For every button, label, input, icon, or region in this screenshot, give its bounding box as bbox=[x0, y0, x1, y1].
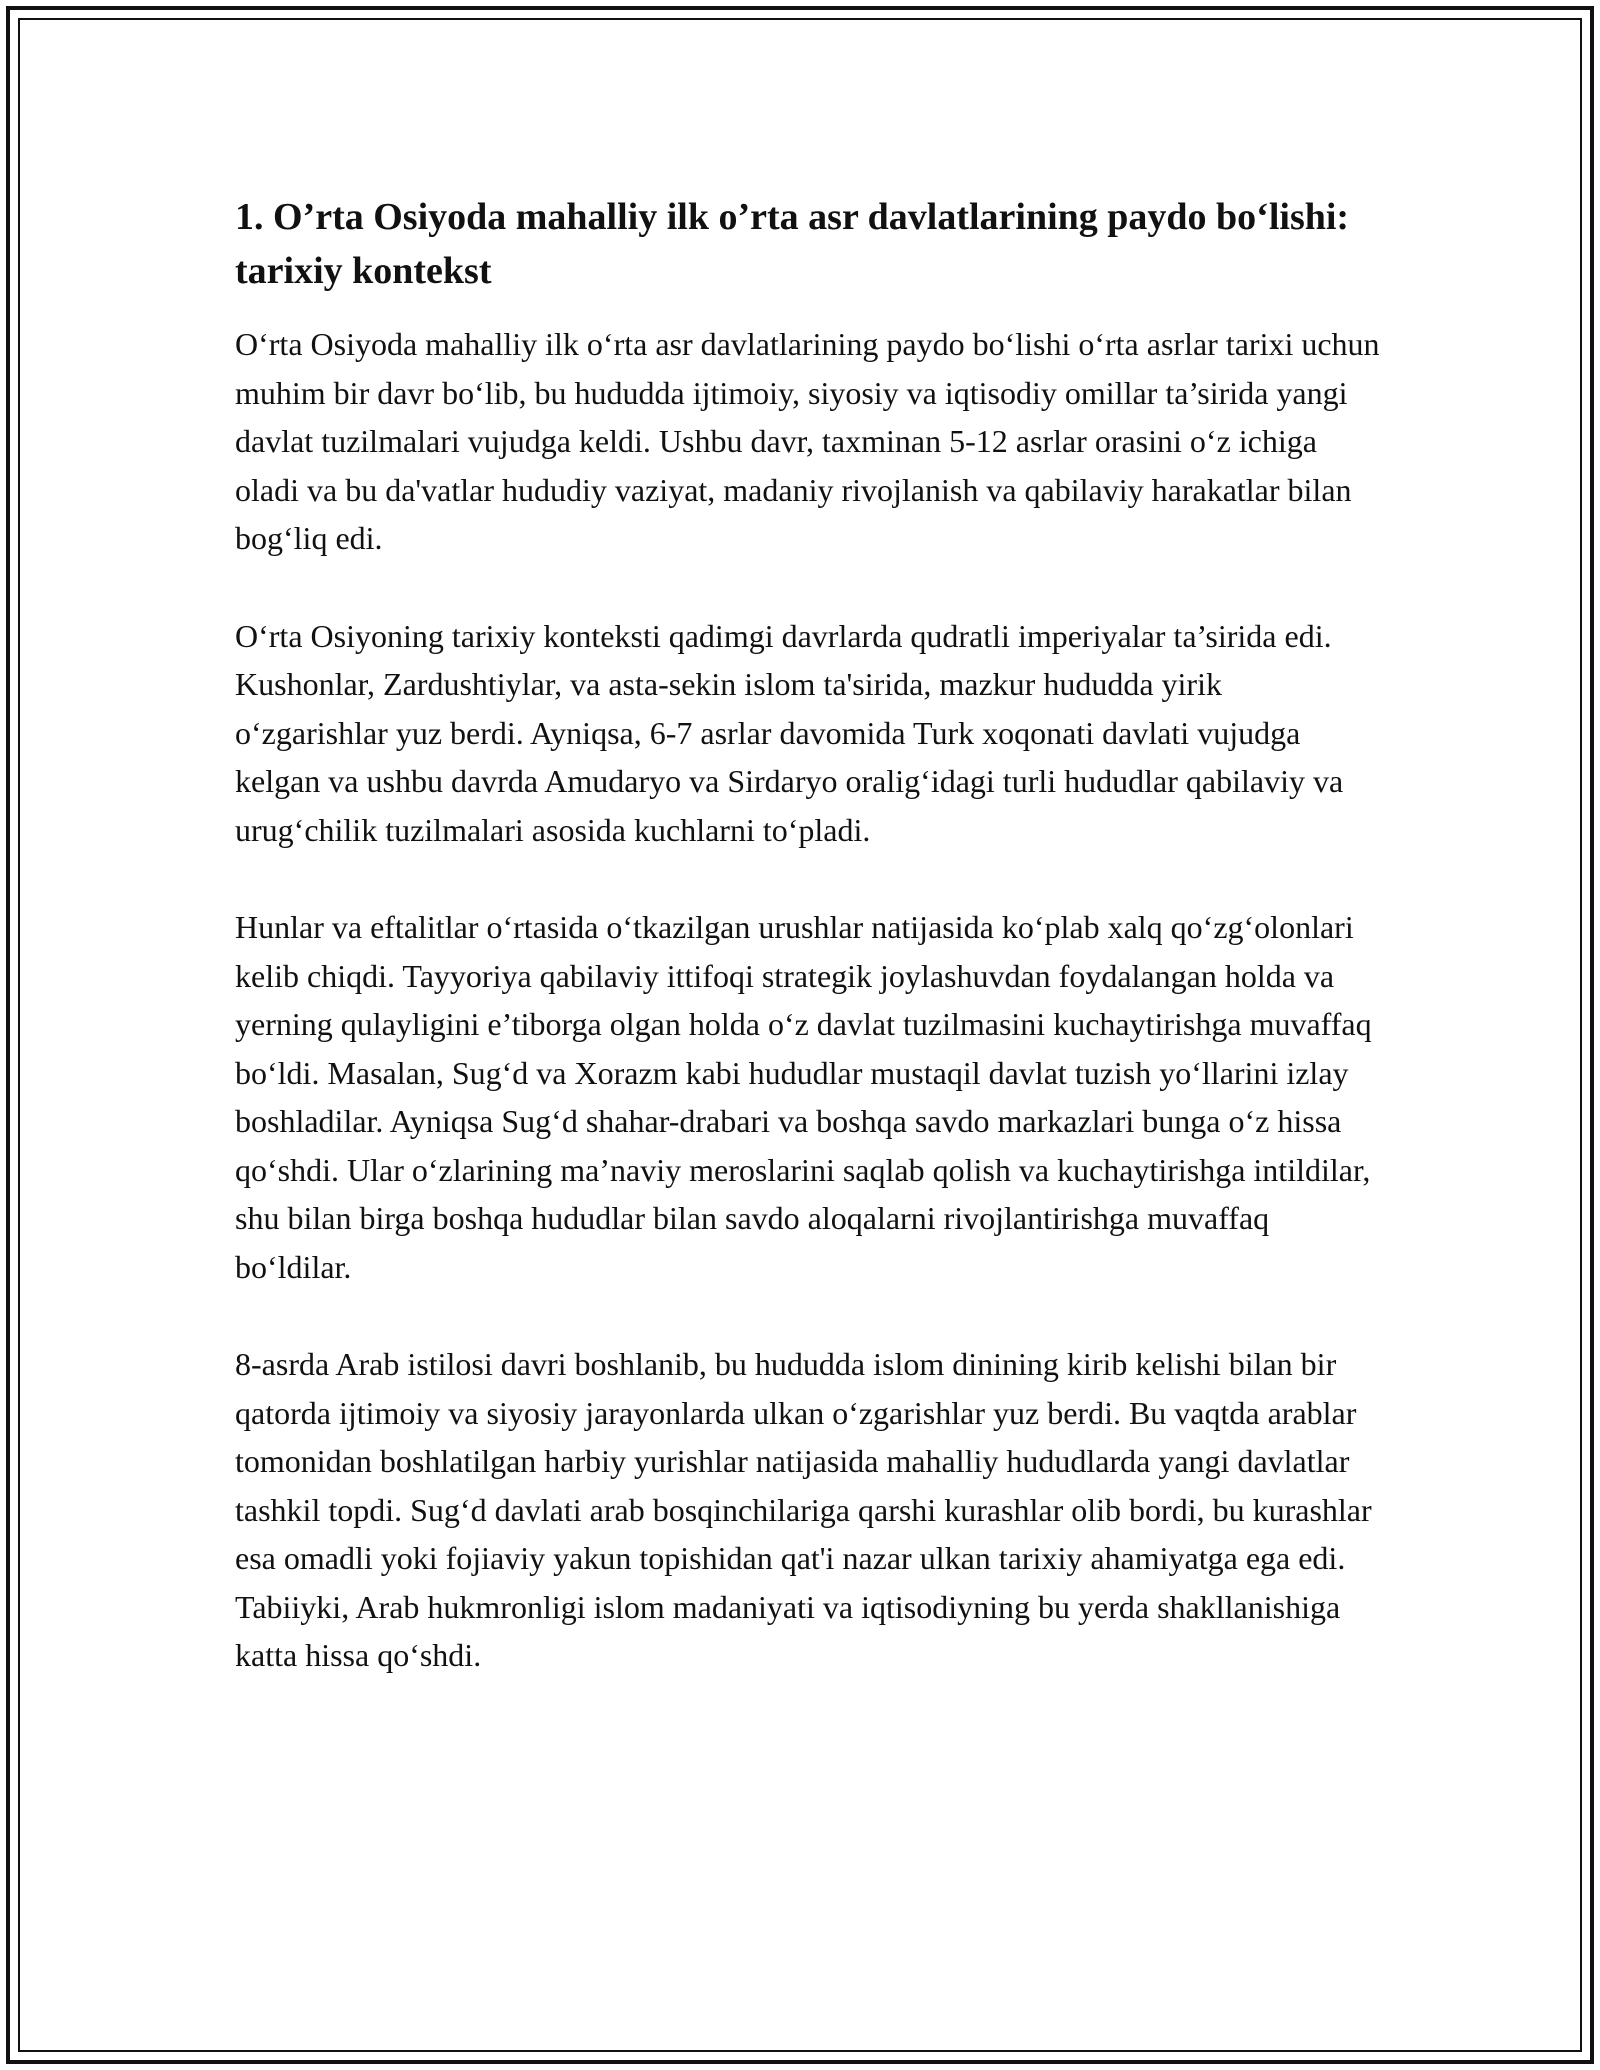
paragraph-4: 8-asrda Arab istilosi davri boshlanib, bu hududda islom dinining kirib kelishi bilan bir qatorda ijtimoiy va siyosiy jarayonlarda ulkan o‘zgarishlar yuz berdi. Bu vaqtda arablar tomonidan boshlatilgan harbiy yurishlar natijasida mahalliy hududlarda yangi davlatlar tashkil topdi. Sug‘d davlati arab bosqinchilariga qarshi kurashlar olib bordi, bu kurashlar esa omadli yoki fojiaviy yakun topishidan qat'i nazar ulkan tarixiy ahamiyatga ega edi. Tabiiyki, Arab hukmronligi islom madaniyati va iqtisodiyning bu yerda shakllanishiga katta hissa qo‘shdi. bbox=[235, 1346, 1372, 1673]
section-heading: 1. O’rta Osiyoda mahalliy ilk o’rta asr davlatlarining paydo bo‘lishi: tarixiy kontekst bbox=[235, 196, 1350, 292]
paragraph-1: O‘rta Osiyoda mahalliy ilk o‘rta asr davlatlarining paydo bo‘lishi o‘rta asrlar tarixi uchun muhim bir davr bo‘lib, bu hududda ijtimoiy, siyosiy va iqtisodiy omillar ta’sirida yangi davlat tuzilmalari vujudga keldi. Ushbu davr, taxminan 5-12 asrlar orasini o‘z ichiga oladi va bu da'vatlar hududiy vaziyat, madaniy rivojlanish va qabilaviy harakatlar bilan bog‘liq edi. bbox=[235, 326, 1380, 556]
paragraph-3: Hunlar va eftalitlar o‘rtasida o‘tkazilgan urushlar natijasida ko‘plab xalq qo‘zg‘olonlari kelib chiqdi. Tayyoriya qabilaviy ittifoqi strategik joylashuvdan foydalangan holda va yerning qulayligini e’tiborga olgan holda o‘z davlat tuzilmasini kuchaytirishga muvaffaq bo‘ldi. Masalan, Sug‘d va Xorazm kabi hududlar mustaqil davlat tuzish yo‘llarini izlay boshladilar. Ayniqsa Sug‘d shahar-drabari va boshqa savdo markazlari bunga o‘z hissa qo‘shdi. Ular o‘zlarining ma’naviy meroslarini saqlab qolish va kuchaytirishga intildilar, shu bilan birga boshqa hududlar bilan savdo aloqalarni rivojlantirishga muvaffaq bo‘ldilar. bbox=[235, 909, 1372, 1285]
document-body bbox=[235, 190, 1380, 1729]
paragraph-2: O‘rta Osiyoning tarixiy konteksti qadimgi davrlarda qudratli imperiyalar ta’sirida edi. Kushonlar, Zardushtiylar, va asta-sekin islom ta'sirida, mazkur hududda yirik o‘zgarishlar yuz berdi. Ayniqsa, 6-7 asrlar davomida Turk xoqonati davlati vujudga kelgan va ushbu davrda Amudaryo va Sirdaryo oralig‘idagi turli hududlar qabilaviy va urug‘chilik tuzilmalari asosida kuchlarni to‘pladi. bbox=[235, 617, 1344, 848]
